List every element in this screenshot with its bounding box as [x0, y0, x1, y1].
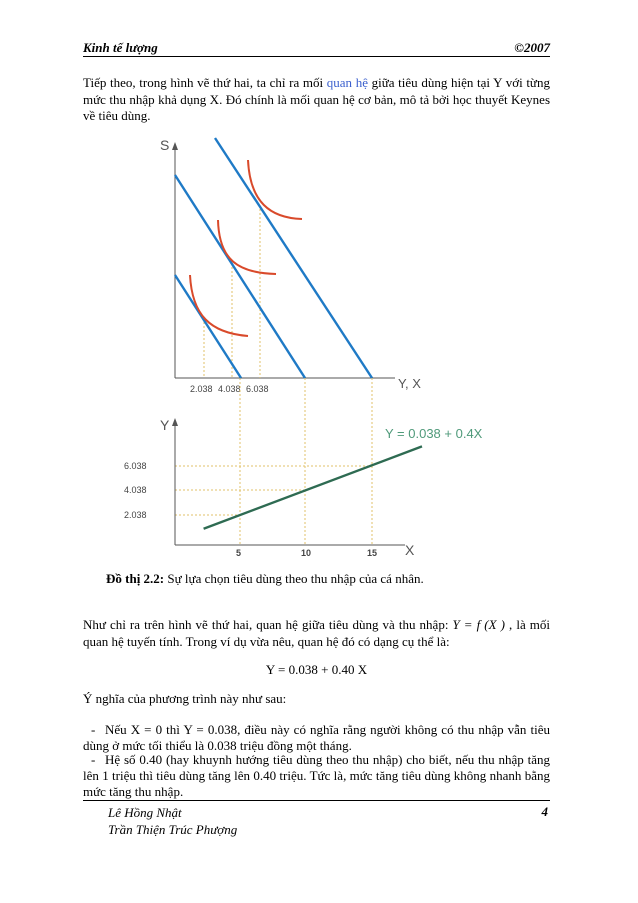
consumption-line	[204, 446, 422, 528]
bottom-xlabel: X	[405, 542, 415, 558]
page-header	[83, 40, 550, 56]
bottom-ylabel: Y	[160, 417, 170, 433]
top-x-tick-3: 6.038	[246, 384, 269, 394]
footer-rule	[83, 800, 550, 801]
para2-text-a: Như chỉ ra trên hình vẽ thứ hai, quan hệ giữa tiêu dùng và thu nhập:	[83, 617, 453, 632]
intro-paragraph	[83, 75, 550, 125]
top-x-tick-1: 2.038	[190, 384, 213, 394]
header-rule	[83, 56, 550, 57]
indiff-curve-1	[190, 275, 248, 336]
para2-formula: Y = f (X )	[452, 617, 505, 632]
bottom-y-arrow-icon	[172, 418, 178, 426]
intro-text-a: Tiếp theo, trong hình vẽ thứ hai, ta chỉ ra mối	[83, 75, 327, 90]
indiff-curve-3	[248, 160, 302, 219]
para2-text-b: , là mối quan hệ tuyến tính. Trong ví dụ vừa nêu, quan hệ đó có dạng cụ thể là:	[83, 617, 551, 649]
caption-label: Đồ thị 2.2:	[106, 571, 165, 586]
bottom-y-tick-2038: 2.038	[124, 510, 147, 520]
budget-line-2	[175, 175, 305, 378]
footer-author-2: Trần Thiện Trúc Phượng	[108, 822, 238, 837]
budget-line-1	[175, 275, 241, 378]
header-title: Kinh tế lượng	[83, 40, 158, 55]
intro-link[interactable]: quan hệ	[326, 75, 368, 90]
guide-lines	[175, 205, 372, 545]
bottom-y-tick-6038: 6.038	[124, 461, 147, 471]
top-xlabel: Y, X	[398, 376, 421, 391]
main-equation: Y = 0.038 + 0.40 X	[265, 662, 368, 677]
top-x-tick-2: 4.038	[218, 384, 241, 394]
bottom-x-tick-5: 5	[236, 548, 242, 558]
footer-authors	[108, 804, 237, 838]
bottom-y-tick-4038: 4.038	[124, 485, 147, 495]
equation-label: Y = 0.038 + 0.4X	[385, 426, 483, 441]
bottom-x-tick-15: 15	[367, 548, 378, 558]
list-dash: -	[91, 722, 96, 737]
footer-author-1: Lê Hồng Nhật	[108, 805, 182, 820]
indiff-curve-2	[218, 220, 276, 274]
intro-text-b: giữa tiêu dùng hiện tại Y với từng mức thu nhập khả dụng X. Đó chính là mối quan hệ cơ bản, mô tả bởi học thuyết Keynes về tiêu dùng.	[83, 75, 550, 124]
paragraph-2	[83, 617, 550, 650]
figure-2-2	[120, 130, 520, 570]
figure-caption	[106, 571, 424, 587]
top-ylabel: S	[160, 137, 170, 153]
budget-lines	[175, 138, 372, 378]
budget-line-3	[215, 138, 372, 378]
bottom-x-tick-10: 10	[301, 548, 312, 558]
list-item-text: Hệ số 0.40 (hay khuynh hướng tiêu dùng theo thu nhập) cho biết, nếu thu nhập tăng lên 1 triệu thì tiêu dùng tăng lên 0.40 triệu. Tức là, mức tăng tiêu dùng không nhanh bằng mức tăng thu nhập.	[83, 752, 550, 799]
list-item-text: Nếu X = 0 thì Y = 0.038, điều này có nghĩa rằng người không có thu nhập vẫn tiêu dùng ở mức tối thiểu là 0.038 triệu đồng một tháng.	[83, 722, 550, 753]
list-dash: -	[91, 752, 96, 767]
caption-text: Sự lựa chọn tiêu dùng theo thu nhập của cá nhân.	[164, 571, 424, 586]
list-item	[83, 752, 550, 800]
top-y-arrow-icon	[172, 142, 178, 150]
page-number: 4	[541, 804, 548, 819]
header-year: ©2007	[514, 40, 550, 55]
list-item	[83, 722, 550, 754]
meaning-heading: Ý nghĩa của phương trình này như sau:	[83, 691, 287, 706]
